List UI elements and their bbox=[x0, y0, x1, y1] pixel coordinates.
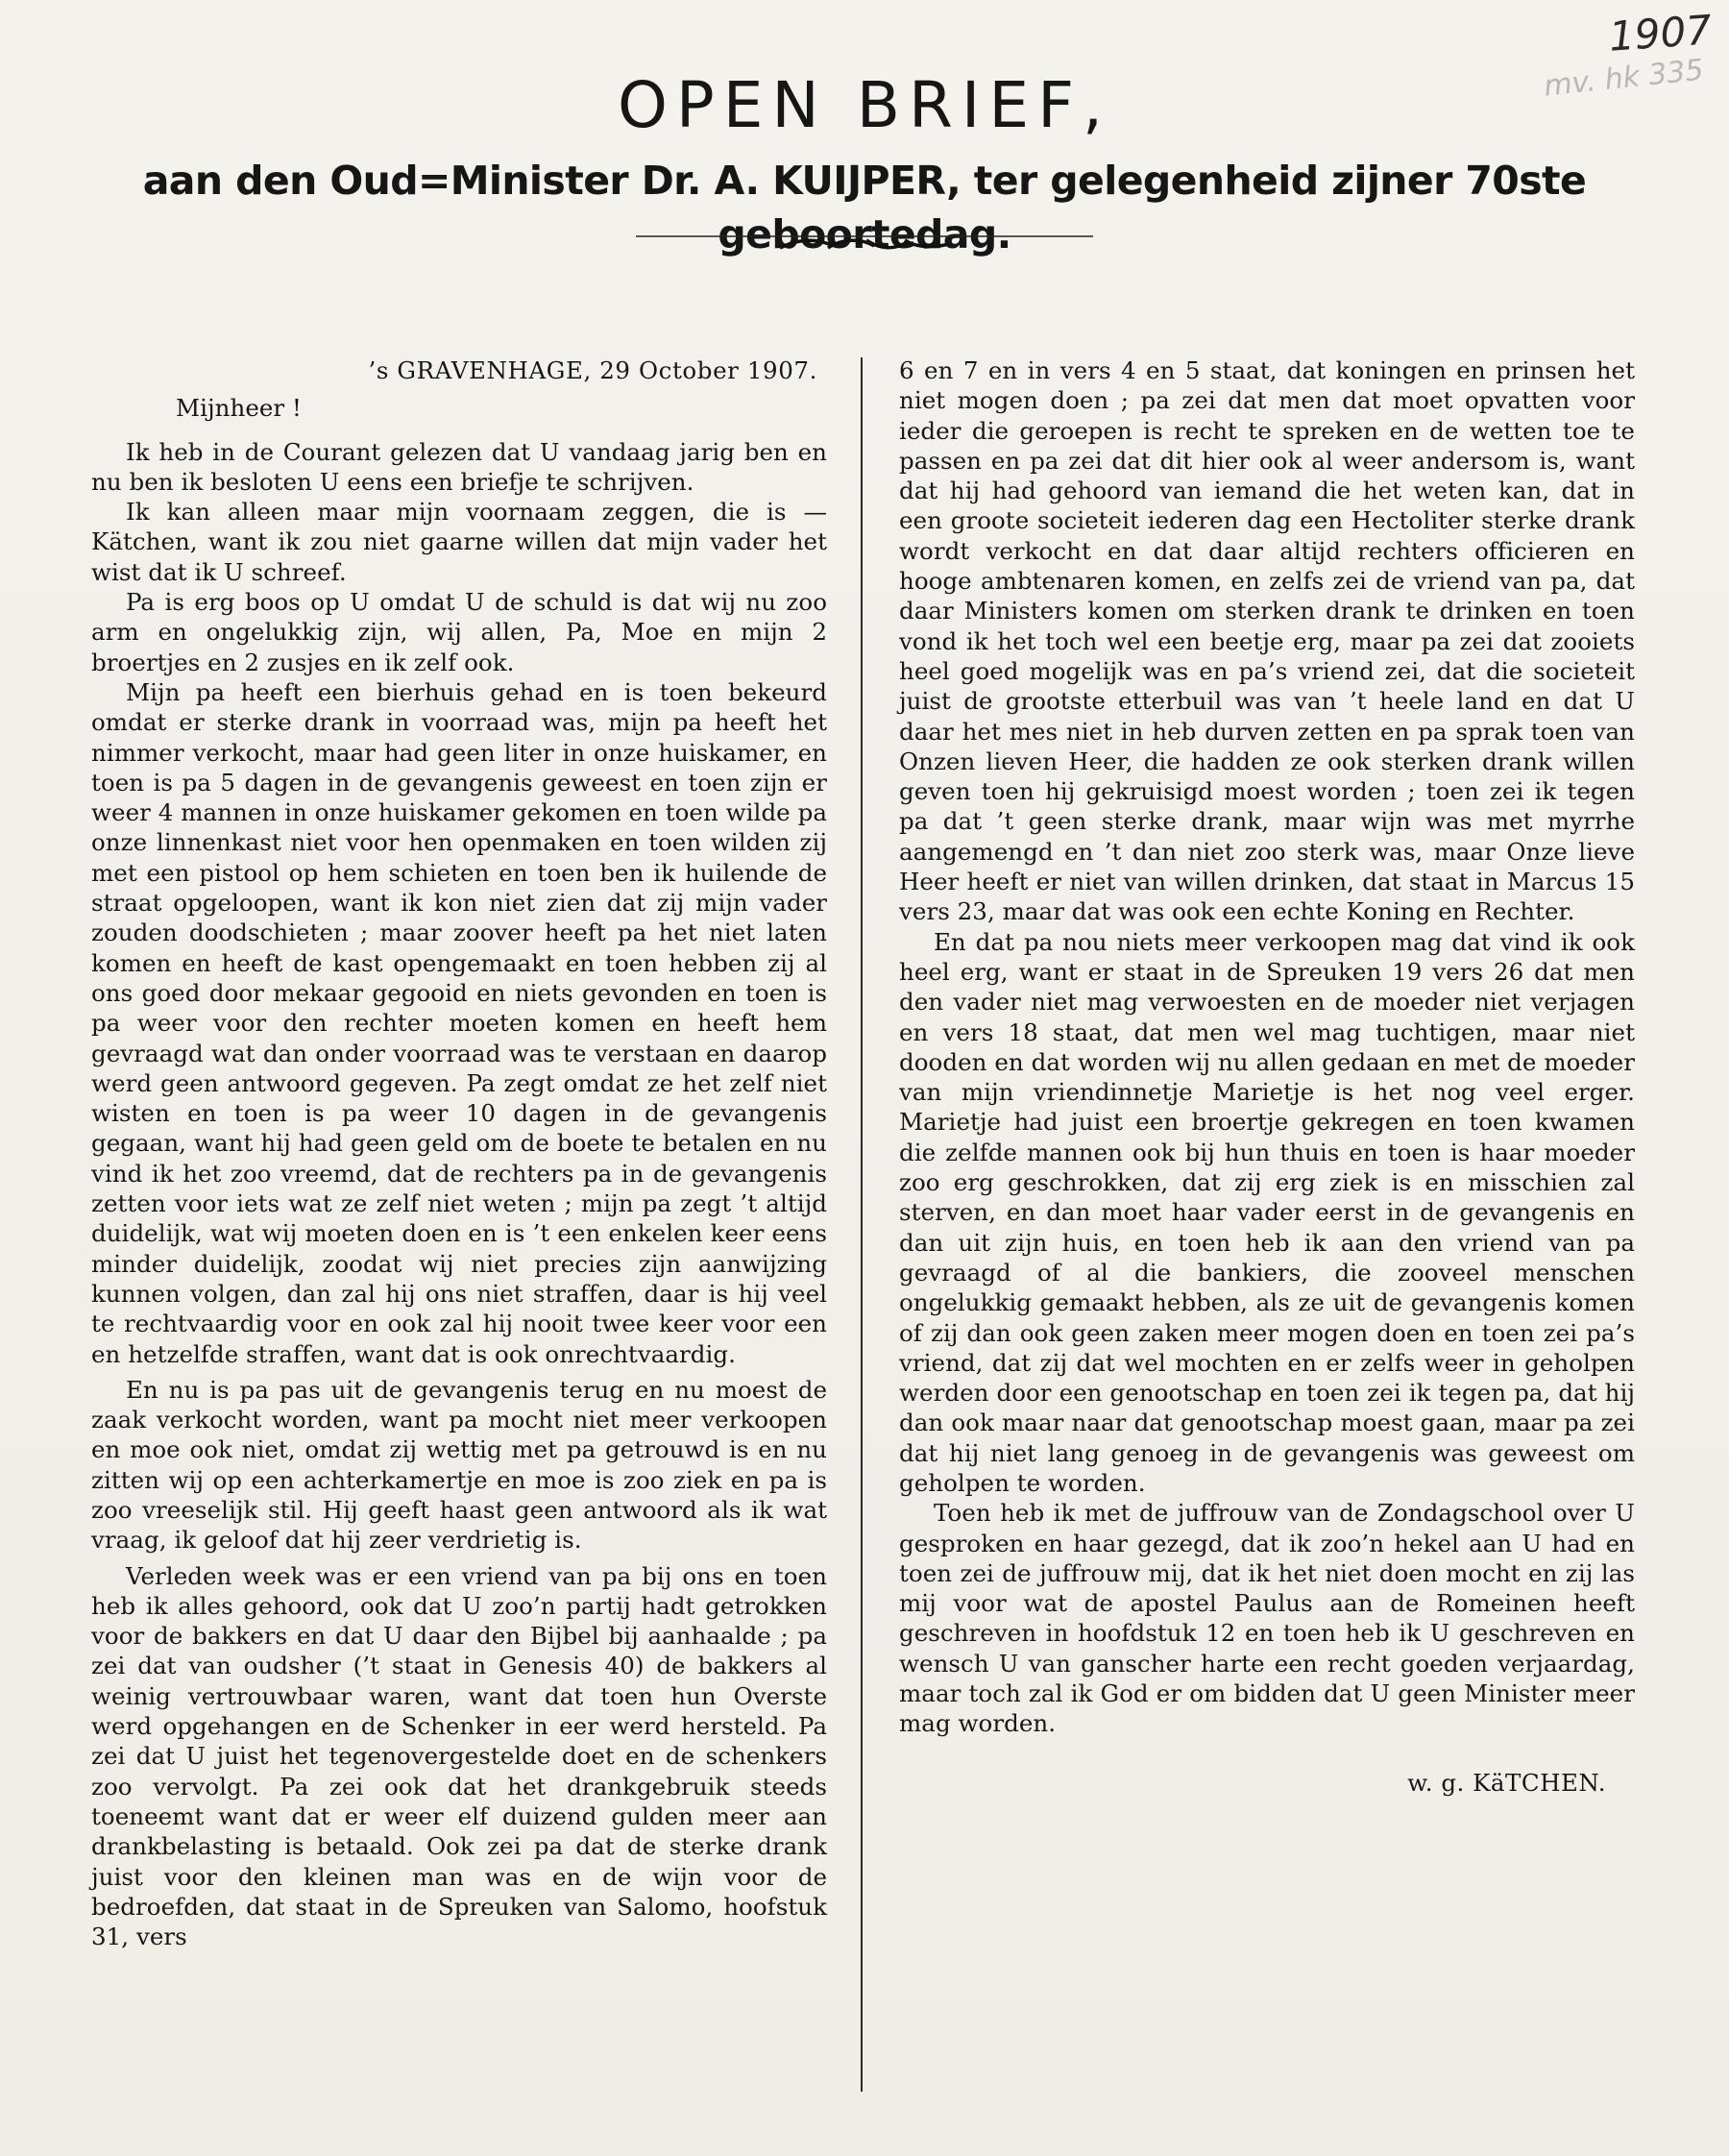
column-divider bbox=[861, 357, 863, 2092]
left-column bbox=[91, 355, 827, 1951]
letter-subtitle: aan den Oud=Minister Dr. A. KUIJPER, ter gelegenheid zijner 70ste geboortedag. bbox=[142, 158, 1587, 257]
paragraph: Pa is erg boos op U omdat U de schuld is dat wij nu zoo arm en ongelukkig zijn, wij allen, Pa, Moe en mijn 2 broertjes en 2 zusjes en ik zelf ook. bbox=[91, 588, 827, 676]
archive-reference-stamp: mv. hk 335 bbox=[1542, 53, 1706, 104]
decorative-divider bbox=[636, 227, 1093, 256]
paragraph: En dat pa nou niets meer verkoopen mag dat vind ik ook heel erg, want er staat in de Spreuken 19 vers 26 dat men den vader niet mag verwoesten en de moeder niet verjagen en vers 18 staat, dat men wel mag tuchtigen, maar niet dooden en dat worden wij nu allen gedaan en met de moeder van mijn vriendinnetje Marietje is het nog veel erger. Marietje had juist een broertje gekregen en toen kwamen die zelfde mannen ook bij hun thuis en toen is haar moeder zoo erg geschrokken, dat zij erg ziek is en misschien zal sterven, en dan moet haar vader eerst in de gevangenis en dan uit zijn huis, en toen heb ik aan den vriend van pa gevraagd of al die bankiers, die zooveel menschen ongelukkig gemaakt hebben, als ze uit de gevangenis komen of zij dan ook geen zaken meer mogen doen en toen zei pa’s vriend, dat zij dat wel mochten en er zelfs weer in geholpen werden door een genootschap en toen zei ik tegen pa, dat hij dan ook maar naar dat genootschap moest gaan, maar pa zei dat hij niet lang genoeg in de gevangenis was geweest om geholpen te worden. bbox=[899, 927, 1635, 1497]
letter-title: OPEN BRIEF, bbox=[617, 68, 1112, 142]
salutation: Mijnheer ! bbox=[176, 394, 302, 423]
paragraph: Verleden week was er een vriend van pa bij ons en toen heb ik alles gehoord, ook dat U zoo’n partij hadt getrokken voor de bakkers en dat U daar den Bijbel bij aanhaalde ; pa zei dat van oudsher (’t staat in Genesis 40) de bakkers al weinig vertrouwbaar waren, want dat toen hun Overste werd opgehangen en de Schenker in eer werd hersteld. Pa zei dat U juist het tegenovergestelde doet en de schenkers zoo vervolgt. Pa zei ook dat het drankgebruik steeds toeneemt want dat er weer elf duizend gulden meer aan drankbelasting is betaald. Ook zei pa dat de sterke drank juist voor den kleinen man was en de wijn voor de bedroefden, dat staat in de Spreuken van Salomo, hoofstuk 31, vers bbox=[91, 1561, 827, 1951]
signature: w. g. KäTCHEN. bbox=[1407, 1768, 1606, 1797]
paragraph: 6 en 7 en in vers 4 en 5 staat, dat koningen en prinsen het niet mogen doen ; pa zei dat men dat moet opvatten voor ieder die geroepen is recht te spreken en de wetten toe te passen en pa zei dat dit hier ook al weer andersom is, want dat hij had gehoord van iemand die het weten kan, dat in een groote societeit iederen dag een Hectoliter sterke drank wordt verkocht en dat daar altijd rechters officieren en hooge ambtenaren komen, en zelfs zei de vriend van pa, dat daar Ministers komen om sterken drank te drinken en toen vond ik het toch wel een beetje erg, maar pa zei dat zooiets heel goed mogelijk was en pa’s vriend zei, dat die societeit juist de grootste etterbuil was van ’t heele land en dat U daar het mes niet in heb durven zetten en pa sprak toen van Onzen lieven Heer, die hadden ze ook sterken drank willen geven toen hij gekruisigd moest worden ; toen zei ik tegen pa dat ’t geen sterke drank, maar wijn was met myrrhe aangemengd en ’t dan niet zoo sterk was, maar Onze lieve Heer heeft er niet van willen drinken, dat staat in Marcus 15 vers 23, maar dat was ook een echte Koning en Rechter. bbox=[899, 356, 1635, 926]
paragraph: Mijn pa heeft een bierhuis gehad en is toen bekeurd omdat er sterke drank in voorraad was, mijn pa heeft het nimmer verkocht, maar had geen liter in onze huiskamer, en toen is pa 5 dagen in de gevangenis geweest en toen zijn er weer 4 mannen in onze huiskamer gekomen en toen wilde pa onze linnenkast niet voor hen openmaken en toen wilden zij met een pistool op hem schieten en toen ben ik huilende de straat opgeloopen, want ik kon niet zien dat zij mijn vader zouden doodschieten ; maar zoover heeft pa het niet laten komen en heeft de kast opengemaakt en toen hebben zij al ons goed door mekaar gegooid en niets gevonden en toen is pa weer voor den rechter moeten komen en heeft hem gevraagd wat dan onder voorraad was te verstaan en daarop werd geen antwoord gegeven. Pa zegt omdat ze het zelf niet wisten en toen is pa weer 10 dagen in de gevangenis gegaan, want hij had geen geld om de boete te betalen en nu vind ik het zoo vreemd, dat de rechters pa in de gevangenis zetten voor iets wat ze zelf niet weten ; mijn pa zegt ’t altijd duidelijk, wat wij moeten doen en is ’t een enkelen keer eens minder duidelijk, zoodat wij niet precies zijn aanwijzing kunnen volgen, dan zal hij ons niet straffen, daar is hij veel te rechtvaardig voor en ook zal hij nooit twee keer voor een en hetzelfde straffen, want dat is ook onrechtvaardig. bbox=[91, 677, 827, 1368]
paragraph: Toen heb ik met de juffrouw van de Zondagschool over U gesproken en haar gezegd, dat ik zoo’n hekel aan U had en toen zei de juffrouw mij, dat ik het niet doen mocht en zij las mij voor wat de apostel Paulus aan de Romeinen heeft geschreven in hoofdstuk 12 en toen heb ik U geschreven en wensch U van ganscher harte een recht goeden verjaardag, maar toch zal ik God er om bidden dat U geen Minister meer mag worden. bbox=[899, 1499, 1635, 1738]
paragraph: Ik heb in de Courant gelezen dat U vandaag jarig ben en nu ben ik besloten U eens een briefje te schrijven. bbox=[91, 437, 827, 496]
paragraph: Ik kan alleen maar mijn voornaam zeggen, die is — Kätchen, want ik zou niet gaarne willen dat mijn vader het wist dat ik U schreef. bbox=[91, 498, 827, 586]
dateline: ’s GRAVENHAGE, 29 October 1907. bbox=[368, 356, 817, 384]
right-column bbox=[899, 355, 1635, 1798]
handwritten-year-annotation: 1907 bbox=[1607, 6, 1714, 61]
paragraph: En nu is pa pas uit de gevangenis terug en nu moest de zaak verkocht worden, want pa mocht niet meer verkoopen en moe ook niet, omdat zij wettig met pa getrouwd is en nu zitten wij op een achterkamertje en moe is zoo ziek en pa is zoo vreeselijk stil. Hij geeft haast geen antwoord als ik wat vraag, ik geloof dat hij zeer verdrietig is. bbox=[91, 1375, 827, 1555]
